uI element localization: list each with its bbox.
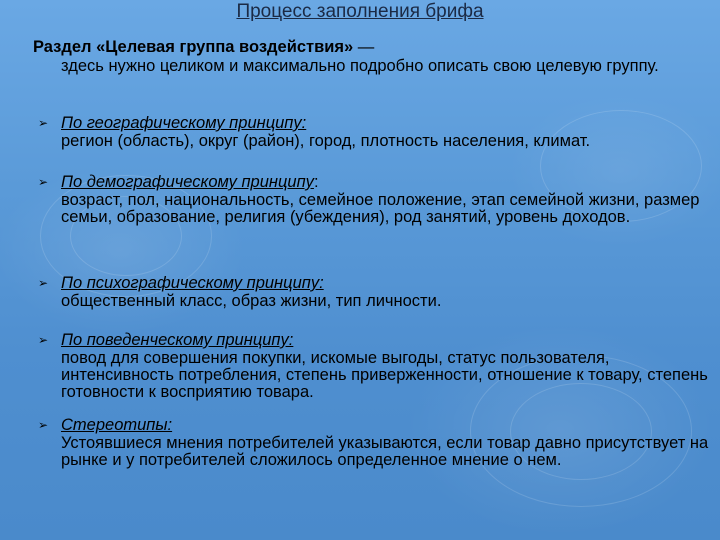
slide-title: Процесс заполнения брифа bbox=[236, 1, 484, 22]
criterion-text: возраст, пол, национальность, семейное положение, этап семейной жизни, размер семьи, образование, религия (убеждения), род занятий, уровень доходов. bbox=[61, 191, 700, 226]
criterion-text: регион (область), округ (район), город, плотность населения, климат. bbox=[61, 132, 591, 150]
list-item-behavioral bbox=[38, 331, 712, 401]
arrow-bullet-icon: ➢ bbox=[38, 276, 49, 290]
list-item-demographic bbox=[38, 173, 712, 226]
criterion-suffix: : bbox=[313, 173, 319, 191]
list-item-stereotypes bbox=[38, 416, 712, 469]
section-title: Раздел «Целевая группа воздействия» bbox=[33, 38, 354, 56]
criterion-name: Стереотипы: bbox=[61, 416, 173, 434]
criterion-name: По психографическому принципу: bbox=[61, 274, 324, 292]
criterion-name: По поведенческому принципу: bbox=[61, 331, 294, 349]
criterion-name-wrapper bbox=[61, 173, 712, 192]
arrow-bullet-icon: ➢ bbox=[38, 116, 49, 130]
criterion-text: повод для совершения покупки, искомые выгоды, статус пользователя, интенсивность потребления, степень приверженности, отношение к товару, степень готовности к восприятию товара. bbox=[61, 349, 708, 401]
criterion-text: Устоявшиеся мнения потребителей указываются, если товар давно присутствует на рынке и у потребителей сложилось определенное мнение о нем. bbox=[61, 434, 709, 469]
criterion-name: По демографическому принципу bbox=[61, 173, 314, 191]
arrow-bullet-icon: ➢ bbox=[38, 333, 49, 347]
arrow-bullet-icon: ➢ bbox=[38, 418, 49, 432]
criterion-name: По географическому принципу: bbox=[61, 114, 307, 132]
section-description: здесь нужно целиком и максимально подробно описать свою целевую группу. bbox=[61, 57, 659, 75]
section-dash: — bbox=[353, 38, 375, 56]
criterion-text: общественный класс, образ жизни, тип личности. bbox=[61, 292, 442, 310]
list-item-psychographic bbox=[38, 274, 712, 310]
list-item-geographic bbox=[38, 114, 712, 150]
section-intro bbox=[33, 38, 693, 76]
arrow-bullet-icon: ➢ bbox=[38, 175, 49, 189]
